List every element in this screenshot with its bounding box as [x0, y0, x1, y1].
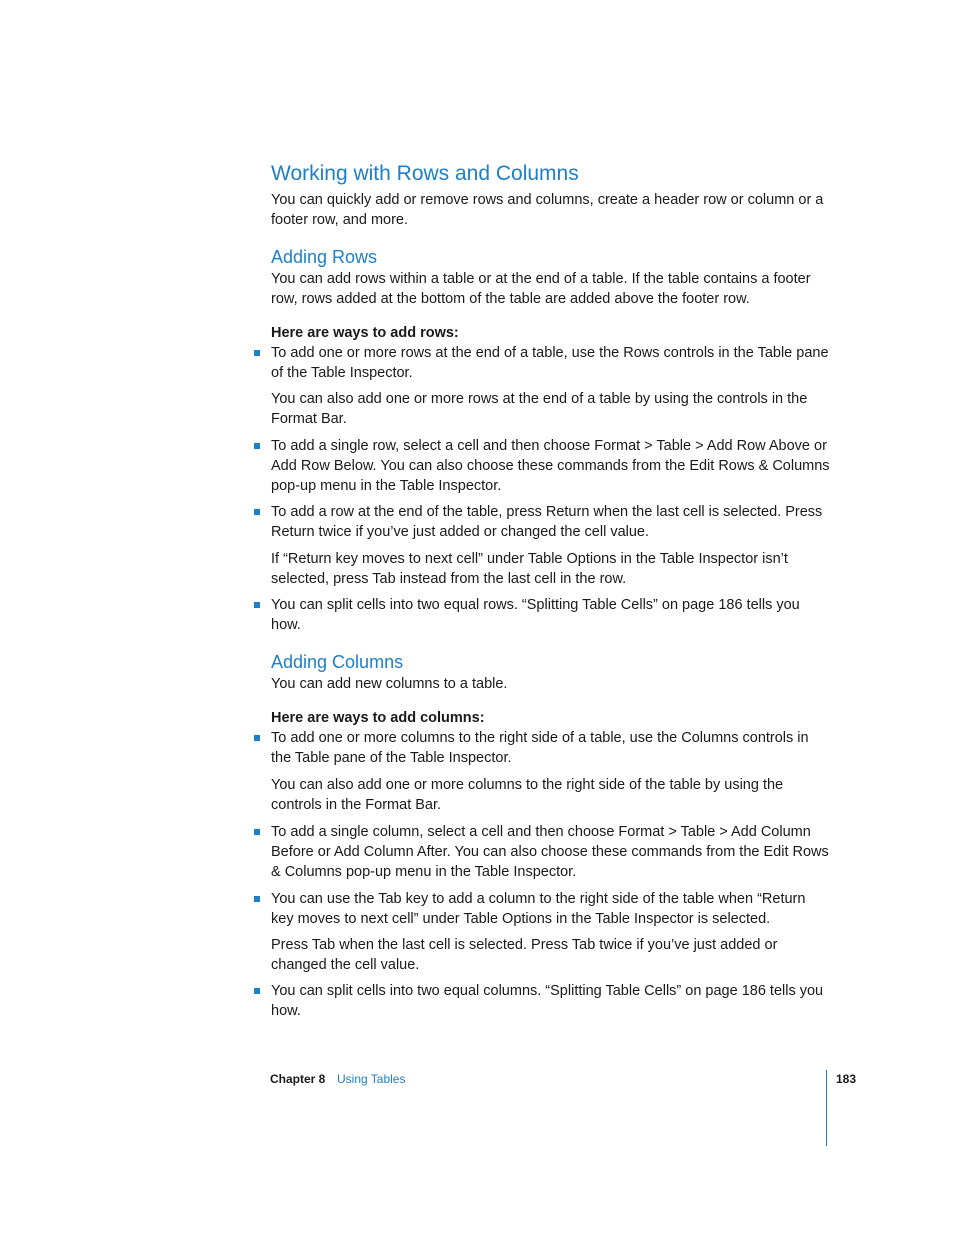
bullet-icon: [254, 735, 260, 741]
page-number: 183: [836, 1072, 857, 1086]
list-item-continuation: Press Tab when the last cell is selected. Press Tab twice if you’ve just added or changed the cell value.: [271, 937, 778, 973]
list-item-text: You can use the Tab key to add a column to the right side of the table when “Return key moves to next cell” under Table Options in the Table Inspector is selected.: [271, 891, 806, 927]
bullet-icon: [254, 896, 260, 902]
list-item: [271, 595, 831, 635]
bullet-icon: [254, 350, 260, 356]
list-item: [271, 981, 831, 1021]
list-item: [271, 889, 831, 929]
bullet-icon: [254, 988, 260, 994]
adding-columns-heading: Adding Columns: [271, 652, 404, 672]
adding-rows-intro: You can add rows within a table or at the end of a table. If the table contains a footer row, rows added at the bottom of the table are added above the footer row.: [271, 271, 811, 307]
list-item-text: To add a single row, select a cell and then choose Format > Table > Add Row Above or Add Row Below. You can also choose these commands from the Edit Rows & Columns pop-up menu in the Table Inspector.: [271, 438, 830, 494]
list-item-text: You can split cells into two equal rows. “Splitting Table Cells” on page 186 tells you how.: [271, 597, 800, 633]
page-content: [271, 160, 831, 1021]
adding-rows-lead: Here are ways to add rows:: [271, 325, 459, 341]
footer-chapter-title: Using Tables: [337, 1072, 406, 1086]
list-item-text: You can split cells into two equal columns. “Splitting Table Cells” on page 186 tells you how.: [271, 983, 824, 1019]
list-item-text: To add a row at the end of the table, press Return when the last cell is selected. Press Return twice if you’ve just added or changed the cell value.: [271, 504, 823, 540]
section-intro: You can quickly add or remove rows and columns, create a header row or column or a footer row, and more.: [271, 192, 824, 228]
bullet-icon: [254, 443, 260, 449]
section-title: Working with Rows and Columns: [271, 162, 579, 185]
list-item: [271, 728, 831, 768]
adding-columns-lead: Here are ways to add columns:: [271, 710, 485, 726]
list-item: [271, 822, 831, 882]
bullet-icon: [254, 509, 260, 515]
list-item: [271, 343, 831, 383]
list-item-continuation: You can also add one or more columns to the right side of the table by using the controls in the Format Bar.: [271, 777, 784, 813]
bullet-icon: [254, 602, 260, 608]
footer-chapter-label: Chapter 8: [270, 1072, 326, 1086]
list-item-text: To add one or more columns to the right side of a table, use the Columns controls in the Table pane of the Table Inspector.: [271, 730, 809, 766]
adding-rows-heading: Adding Rows: [271, 247, 378, 267]
list-item-continuation: You can also add one or more rows at the end of a table by using the controls in the Format Bar.: [271, 391, 808, 427]
list-item: [271, 502, 831, 542]
bullet-icon: [254, 829, 260, 835]
list-item-text: To add a single column, select a cell and then choose Format > Table > Add Column Before or Add Column After. You can also choose these commands from the Edit Rows & Columns pop-up menu in the Table Inspector.: [271, 824, 829, 880]
adding-columns-intro: You can add new columns to a table.: [271, 676, 508, 692]
list-item: [271, 436, 831, 496]
list-item-text: To add one or more rows at the end of a table, use the Rows controls in the Table pane of the Table Inspector.: [271, 345, 829, 381]
list-item-continuation: If “Return key moves to next cell” under Table Options in the Table Inspector isn’t selected, press Tab instead from the last cell in the row.: [271, 551, 788, 587]
footer-divider: [826, 1070, 827, 1146]
